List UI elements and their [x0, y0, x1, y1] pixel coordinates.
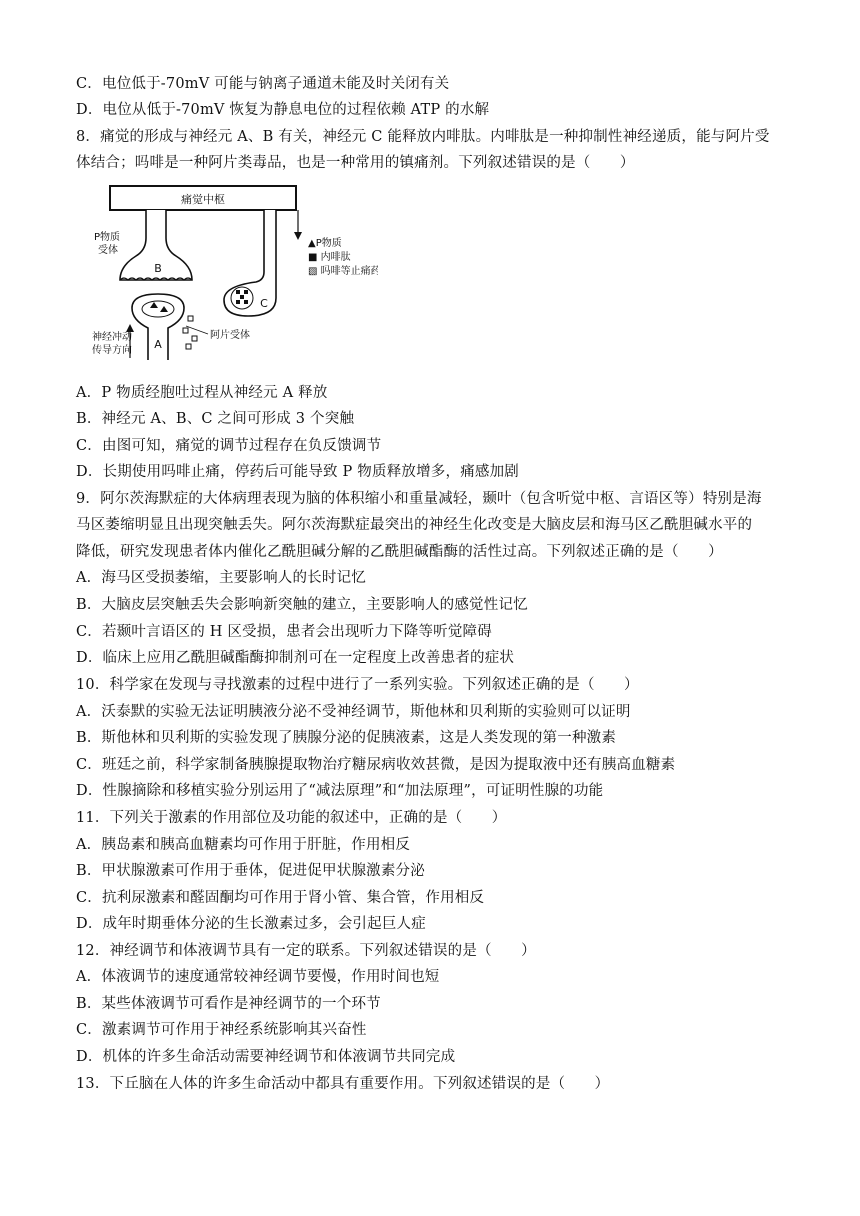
morphine-marker [183, 328, 188, 333]
text-line: C．电位低于-70mV 可能与钠离子通道未能及时关闭有关 [76, 76, 450, 92]
text-line: 13．下丘脑在人体的许多生命活动中都具有重要作用。下列叙述错误的是（ ） [76, 1076, 610, 1092]
endorphin-marker [236, 290, 240, 294]
text-line: A．海马区受损萎缩，主要影响人的长时记忆 [76, 570, 366, 586]
pain-pathway-svg [88, 180, 378, 370]
opioid-receptor-pointer [186, 326, 208, 334]
text-line: A．体液调节的速度通常较神经调节要慢，作用时间也短 [76, 969, 440, 985]
text-line: 体结合；吗啡是一种阿片类毒品，也是一种常用的镇痛剂。下列叙述错误的是（ ） [76, 155, 635, 171]
text-line: C．激素调节可作用于神经系统影响其兴奋性 [76, 1022, 367, 1038]
text-line: 10．科学家在发现与寻找激素的过程中进行了一系列实验。下列叙述正确的是（ ） [76, 677, 639, 693]
p-receptor-label-1: P物质 [94, 232, 121, 243]
text-line: B．某些体液调节可看作是神经调节的一个环节 [76, 996, 381, 1012]
text-line: D．临床上应用乙酰胆碱酯酶抑制剂可在一定程度上改善患者的症状 [76, 650, 515, 666]
text-line: D．电位从低于-70mV 恢复为静息电位的过程依赖 ATP 的水解 [76, 102, 490, 118]
p-receptor-label-2: 受体 [98, 245, 118, 256]
morphine-marker [186, 344, 191, 349]
pain-pathway-diagram [88, 180, 378, 370]
endorphin-marker [236, 300, 240, 304]
text-line: C．由图可知，痛觉的调节过程存在负反馈调节 [76, 438, 382, 454]
morphine-marker [192, 336, 197, 341]
text-line: C．抗利尿激素和醛固酮均可作用于肾小管、集合管，作用相反 [76, 890, 485, 906]
text-line: 8．痛觉的形成与神经元 A、B 有关，神经元 C 能释放内啡肽。内啡肽是一种抑制性神经递质，能与阿片受 [76, 129, 770, 145]
neuron-b-label: B [154, 262, 162, 275]
direction-label-1: 神经冲动 [92, 332, 132, 343]
text-line: B．神经元 A、B、C 之间可形成 3 个突触 [76, 411, 355, 427]
text-line: C．班廷之前，科学家制备胰腺提取物治疗糖尿病收效甚微，是因为提取液中还有胰高血糖素 [76, 757, 676, 773]
endorphin-marker [244, 290, 248, 294]
text-line: D．机体的许多生命活动需要神经调节和体液调节共同完成 [76, 1049, 456, 1065]
vesicle [142, 301, 174, 317]
neuron-c-label: C [260, 297, 268, 310]
legend-p-substance: ▲P物质 [308, 238, 342, 249]
text-line: B．大脑皮层突触丢失会影响新突触的建立，主要影响人的感觉性记忆 [76, 597, 528, 613]
text-line: B．斯他林和贝利斯的实验发现了胰腺分泌的促胰液素，这是人类发现的第一种激素 [76, 730, 617, 746]
direction-label-2: 传导方向 [92, 345, 132, 356]
direction-arrowhead [126, 324, 134, 332]
endorphin-marker [244, 300, 248, 304]
text-line: D．性腺摘除和移植实验分别运用了“减法原理”和“加法原理”，可证明性腺的功能 [76, 783, 604, 799]
text-line: 9．阿尔茨海默症的大体病理表现为脑的体积缩小和重量减轻，颞叶（包含听觉中枢、言语区等）特别是海 [76, 491, 762, 507]
legend-morphine: ▧ 吗啡等止痛药 [308, 266, 378, 277]
neuron-a-label: A [154, 338, 162, 351]
legend-arrowhead [294, 232, 302, 240]
text-line: A．胰岛素和胰高血糖素均可作用于肝脏，作用相反 [76, 837, 411, 853]
opioid-receptor-label: 阿片受体 [210, 330, 250, 341]
text-line: D．成年时期垂体分泌的生长激素过多，会引起巨人症 [76, 916, 426, 932]
endorphin-marker [240, 295, 244, 299]
text-line: 马区萎缩明显且出现突触丢失。阿尔茨海默症最突出的神经生化改变是大脑皮层和海马区乙酰胆碱水平的 [76, 517, 753, 533]
text-line: A．沃泰默的实验无法证明胰液分泌不受神经调节，斯他林和贝利斯的实验则可以证明 [76, 704, 631, 720]
text-line: D．长期使用吗啡止痛，停药后可能导致 P 物质释放增多，痛感加剧 [76, 464, 519, 480]
text-line: 11．下列关于激素的作用部位及功能的叙述中，正确的是（ ） [76, 810, 507, 826]
legend-endorphin: ■ 内啡肽 [308, 252, 351, 263]
text-line: 降低，研究发现患者体内催化乙酰胆碱分解的乙酰胆碱酯酶的活性过高。下列叙述正确的是（ ） [76, 544, 723, 560]
text-line: B．甲状腺激素可作用于垂体，促进促甲状腺激素分泌 [76, 863, 425, 879]
text-line: 12．神经调节和体液调节具有一定的联系。下列叙述错误的是（ ） [76, 943, 536, 959]
text-line: A．P 物质经胞吐过程从神经元 A 释放 [76, 385, 328, 401]
text-line: C．若颞叶言语区的 H 区受损，患者会出现听力下降等听觉障碍 [76, 624, 492, 640]
morphine-marker [188, 316, 193, 321]
pain-center-label: 痛觉中枢 [181, 193, 225, 206]
